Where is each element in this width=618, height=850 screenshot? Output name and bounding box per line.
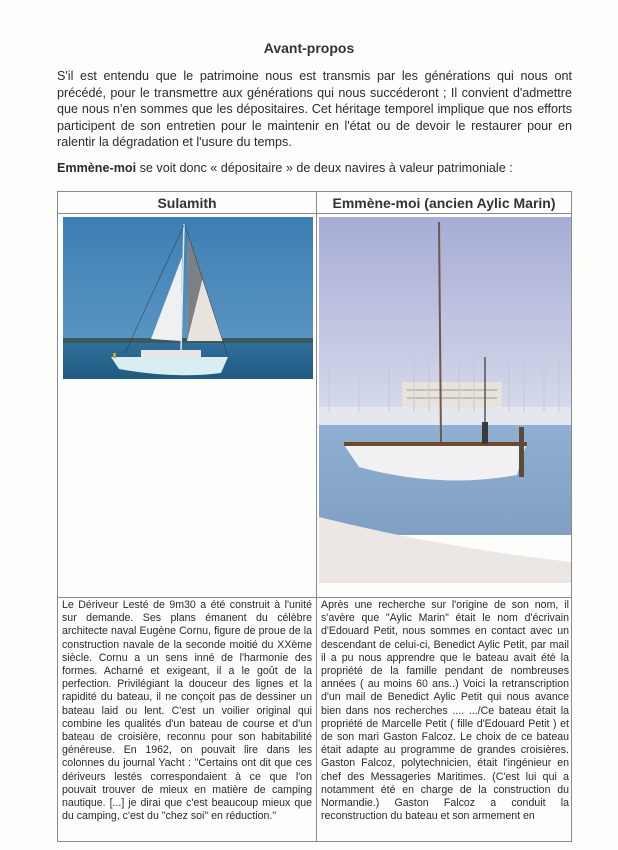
- lead-sentence: [57, 160, 572, 176]
- emmene-moi-photo: [319, 217, 571, 583]
- row-divider: [58, 597, 571, 598]
- lead-bold: Emmène-moi: [57, 161, 137, 175]
- boats-table: [57, 191, 572, 842]
- intro-paragraph: S'il est entendu que le patrimoine nous est transmis par les générations qui nous ont précédé, pour le transmettre aux générations qui nous succéderont ; Il convient d'admettre que nous n'en sommes que les dépositaires. Cet héritage temporel implique que nos efforts participent de son entretien pour le maintenir en l'état ou de devoir le restaurer pour en ralentir la dégradation et l'usure du temps.: [57, 69, 572, 149]
- column-header-emmene-moi: Emmène-moi (ancien Aylic Marin): [332, 195, 556, 211]
- column-header-sulamith: Sulamith: [157, 195, 217, 211]
- sulamith-photo: [63, 217, 313, 379]
- sulamith-description: Le Dériveur Lesté de 9m30 a été construit à l'unité sur demande. Ses plans émanent du célèbre architecte naval Eugène Cornu, figure de proue de la construction navale de la seconde moitié du XXème siècle. Cornu a un sens inné de l'harmonie des formes. Acharné et exigeant, il a le goût de la perfection. Privilégiant la douceur des lignes et la rapidité du bateau, il ne conçoit pas de dessiner un bateau laid ou lent. C'est un voilier original qui combine les qualités d'un bateau de course et d'un bateau de croisière, reconnu pour son habitabilité généreuse. En 1962, on pouvait lire dans les colonnes du journal Yacht : "Certains ont dit que ces dériveurs lestés correspondaient à ce que l'on pouvait trouver de mieux en matière de camping nautique. [...] je dirai que c'est beaucoup mieux que du camping, c'est du "chez soi" en réduction.": [62, 599, 312, 823]
- page-title: Avant-propos: [263, 40, 355, 56]
- lead-rest: se voit donc « dépositaire » de deux navires à valeur patrimoniale :: [136, 161, 513, 175]
- column-divider: [316, 192, 317, 841]
- sailboat-under-sail-photo: [63, 217, 313, 379]
- sailboat-in-marina-photo: [319, 217, 571, 583]
- emmene-moi-description: Après une recherche sur l'origine de son nom, il s'avère que "Aylic Marin" était le nom d'écrivain d'Edouard Petit, nous sommes en contact avec un descendant de celui-ci, Benedict Aylic Petit, par mail il a pu nous apprendre que le bateau avait été la propriété de la famille pendant de nombreuses années ( au moins 60 ans..) Voici la retranscription d'un mail de Benedict Aylic Petit qui nous avance bien dans nos recherches .... .../Ce bateau était la propriété de Marcelle Petit ( fille d'Edouard Petit ) et de son mari Gaston Falcoz. Le choix de ce bateau était adapte au programme de grandes croisières. Gaston Falcoz, polytechnicien, était l'ingénieur en chef des Messageries Maritimes. (C'est lui qui a notamment été en charge de la construction du Normandie.) Gaston Falcoz a conduit la reconstruction du bateau et son armement en: [321, 599, 569, 823]
